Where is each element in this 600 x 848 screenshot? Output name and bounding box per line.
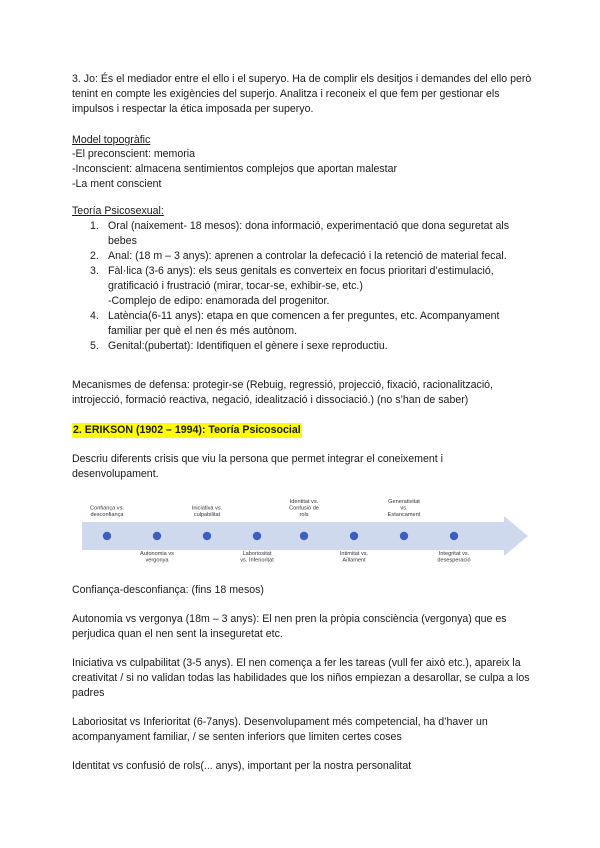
list-text: Latència(6-11 anys): etapa en que comencen a fer preguntes, etc. Acompanyament familiar per què el nen és més autònom. (108, 310, 500, 337)
timeline-top-label: Iniciativa vs. culpabilitat (191, 505, 223, 518)
list-text: Genital:(pubertat): Identifiquen el gènere i sexe reproductiu. (108, 340, 388, 352)
topographic-line: -La ment conscient (72, 178, 162, 190)
list-item (72, 339, 532, 354)
timeline-dot (203, 532, 211, 540)
timeline-bottom-label: Integritat vs. desesperació (437, 551, 471, 564)
timeline-dot (153, 532, 161, 540)
timeline-bottom-label: Laboriositat vs. Inferioritat (240, 551, 274, 564)
psychosexual-title: Teoría Psicosexual: (72, 205, 164, 217)
timeline-dot (350, 532, 358, 540)
list-item (72, 264, 532, 309)
timeline-top-label: Generativitat vs. Estancament (387, 498, 421, 518)
timeline-top-label: Confiança vs. desconfiança (90, 505, 124, 518)
list-number: 1. (90, 220, 99, 232)
list-text: Fàl·lica (3-6 anys): els seus genitals es converteix en focus prioritari d’estimulació, gratificació i frustració (mirar, tocar-se, exhibir-se, etc.) (108, 265, 494, 292)
timeline-bottom-label: Intimitat vs. Aïllament (339, 551, 369, 564)
stage-paragraph: Laboriositat vs Inferioritat (6-7anys). Desenvolupament més competencial, ha d’haver un acompanyament familiar, / se senten inferiors que limiten certes coses (72, 716, 488, 743)
timeline-dot (450, 532, 458, 540)
timeline-dot (103, 532, 111, 540)
timeline-bottom-label: Autonomia vs vergonya (140, 551, 174, 564)
topographic-title: Model topogràfic (72, 134, 151, 146)
stage-paragraph: Identitat vs confusió de rols(... anys), important per la nostra personalitat (72, 760, 412, 772)
defense-paragraph: Mecanismes de defensa: protegir-se (Rebuig, regressió, projecció, fixació, racionalització, introjecció, formació reactiva, negació, idealització i dissociació.) (no s’han de saber) (72, 379, 494, 406)
timeline-dot (300, 532, 308, 540)
erikson-description: Descriu diferents crisis que viu la persona que permet integrar el coneixement i desenvolupament. (72, 453, 443, 480)
list-number: 4. (90, 310, 99, 322)
list-number: 3. (90, 265, 99, 277)
timeline-dot (400, 532, 408, 540)
stage-paragraph: Autonomia vs vergonya (18m – 3 anys): El nen pren la pròpia consciència (vergonya) que es perjudica quan el nen sent la inseguretat etc. (72, 613, 507, 640)
list-number: 2. (90, 250, 99, 262)
list-item (72, 249, 532, 264)
list-subtext: -Complejo de edipo: enamorada del progenitor. (108, 295, 330, 307)
list-item (72, 219, 532, 249)
erikson-timeline (82, 496, 528, 576)
topographic-line: -Inconscient: almacena sentimientos complejos que aportan malestar (72, 163, 398, 175)
psychosexual-list (72, 219, 532, 354)
list-text: Oral (naixement- 18 mesos): dona informació, experimentació que dona seguretat als bebes (108, 220, 510, 247)
list-text: Anal: (18 m – 3 anys): aprenen a controlar la defecació i la retenció de material fecal. (108, 250, 507, 262)
stage-paragraph: Iniciativa vs culpabilitat (3-5 anys). El nen comença a fer les tareas (vull fer això etc.), apareix la creativitat / si no validan todas las habilidades que los niños empiezan a desarollar, se culpa a los padres (72, 657, 530, 699)
topographic-line: -El preconscient: memoria (72, 148, 196, 160)
list-number: 5. (90, 340, 99, 352)
erikson-heading: 2. ERIKSON (1902 – 1994): Teoría Psicosocial (73, 424, 301, 436)
list-item (72, 309, 532, 339)
stage-paragraph: Confiança-desconfiança: (fins 18 mesos) (72, 584, 264, 596)
timeline-top-label: Identitat vs. Confusió de rols (289, 498, 319, 518)
timeline-dot (253, 532, 261, 540)
jo-paragraph: 3. Jo: És el mediador entre el ello i el superyo. Ha de complir els desitjos i demandes del ello però tenint en compte les exigències del superjo. Analitza i reconeix el que fem per gestionar els impulsos i respectar la ética imposada per superyo. (72, 73, 532, 115)
